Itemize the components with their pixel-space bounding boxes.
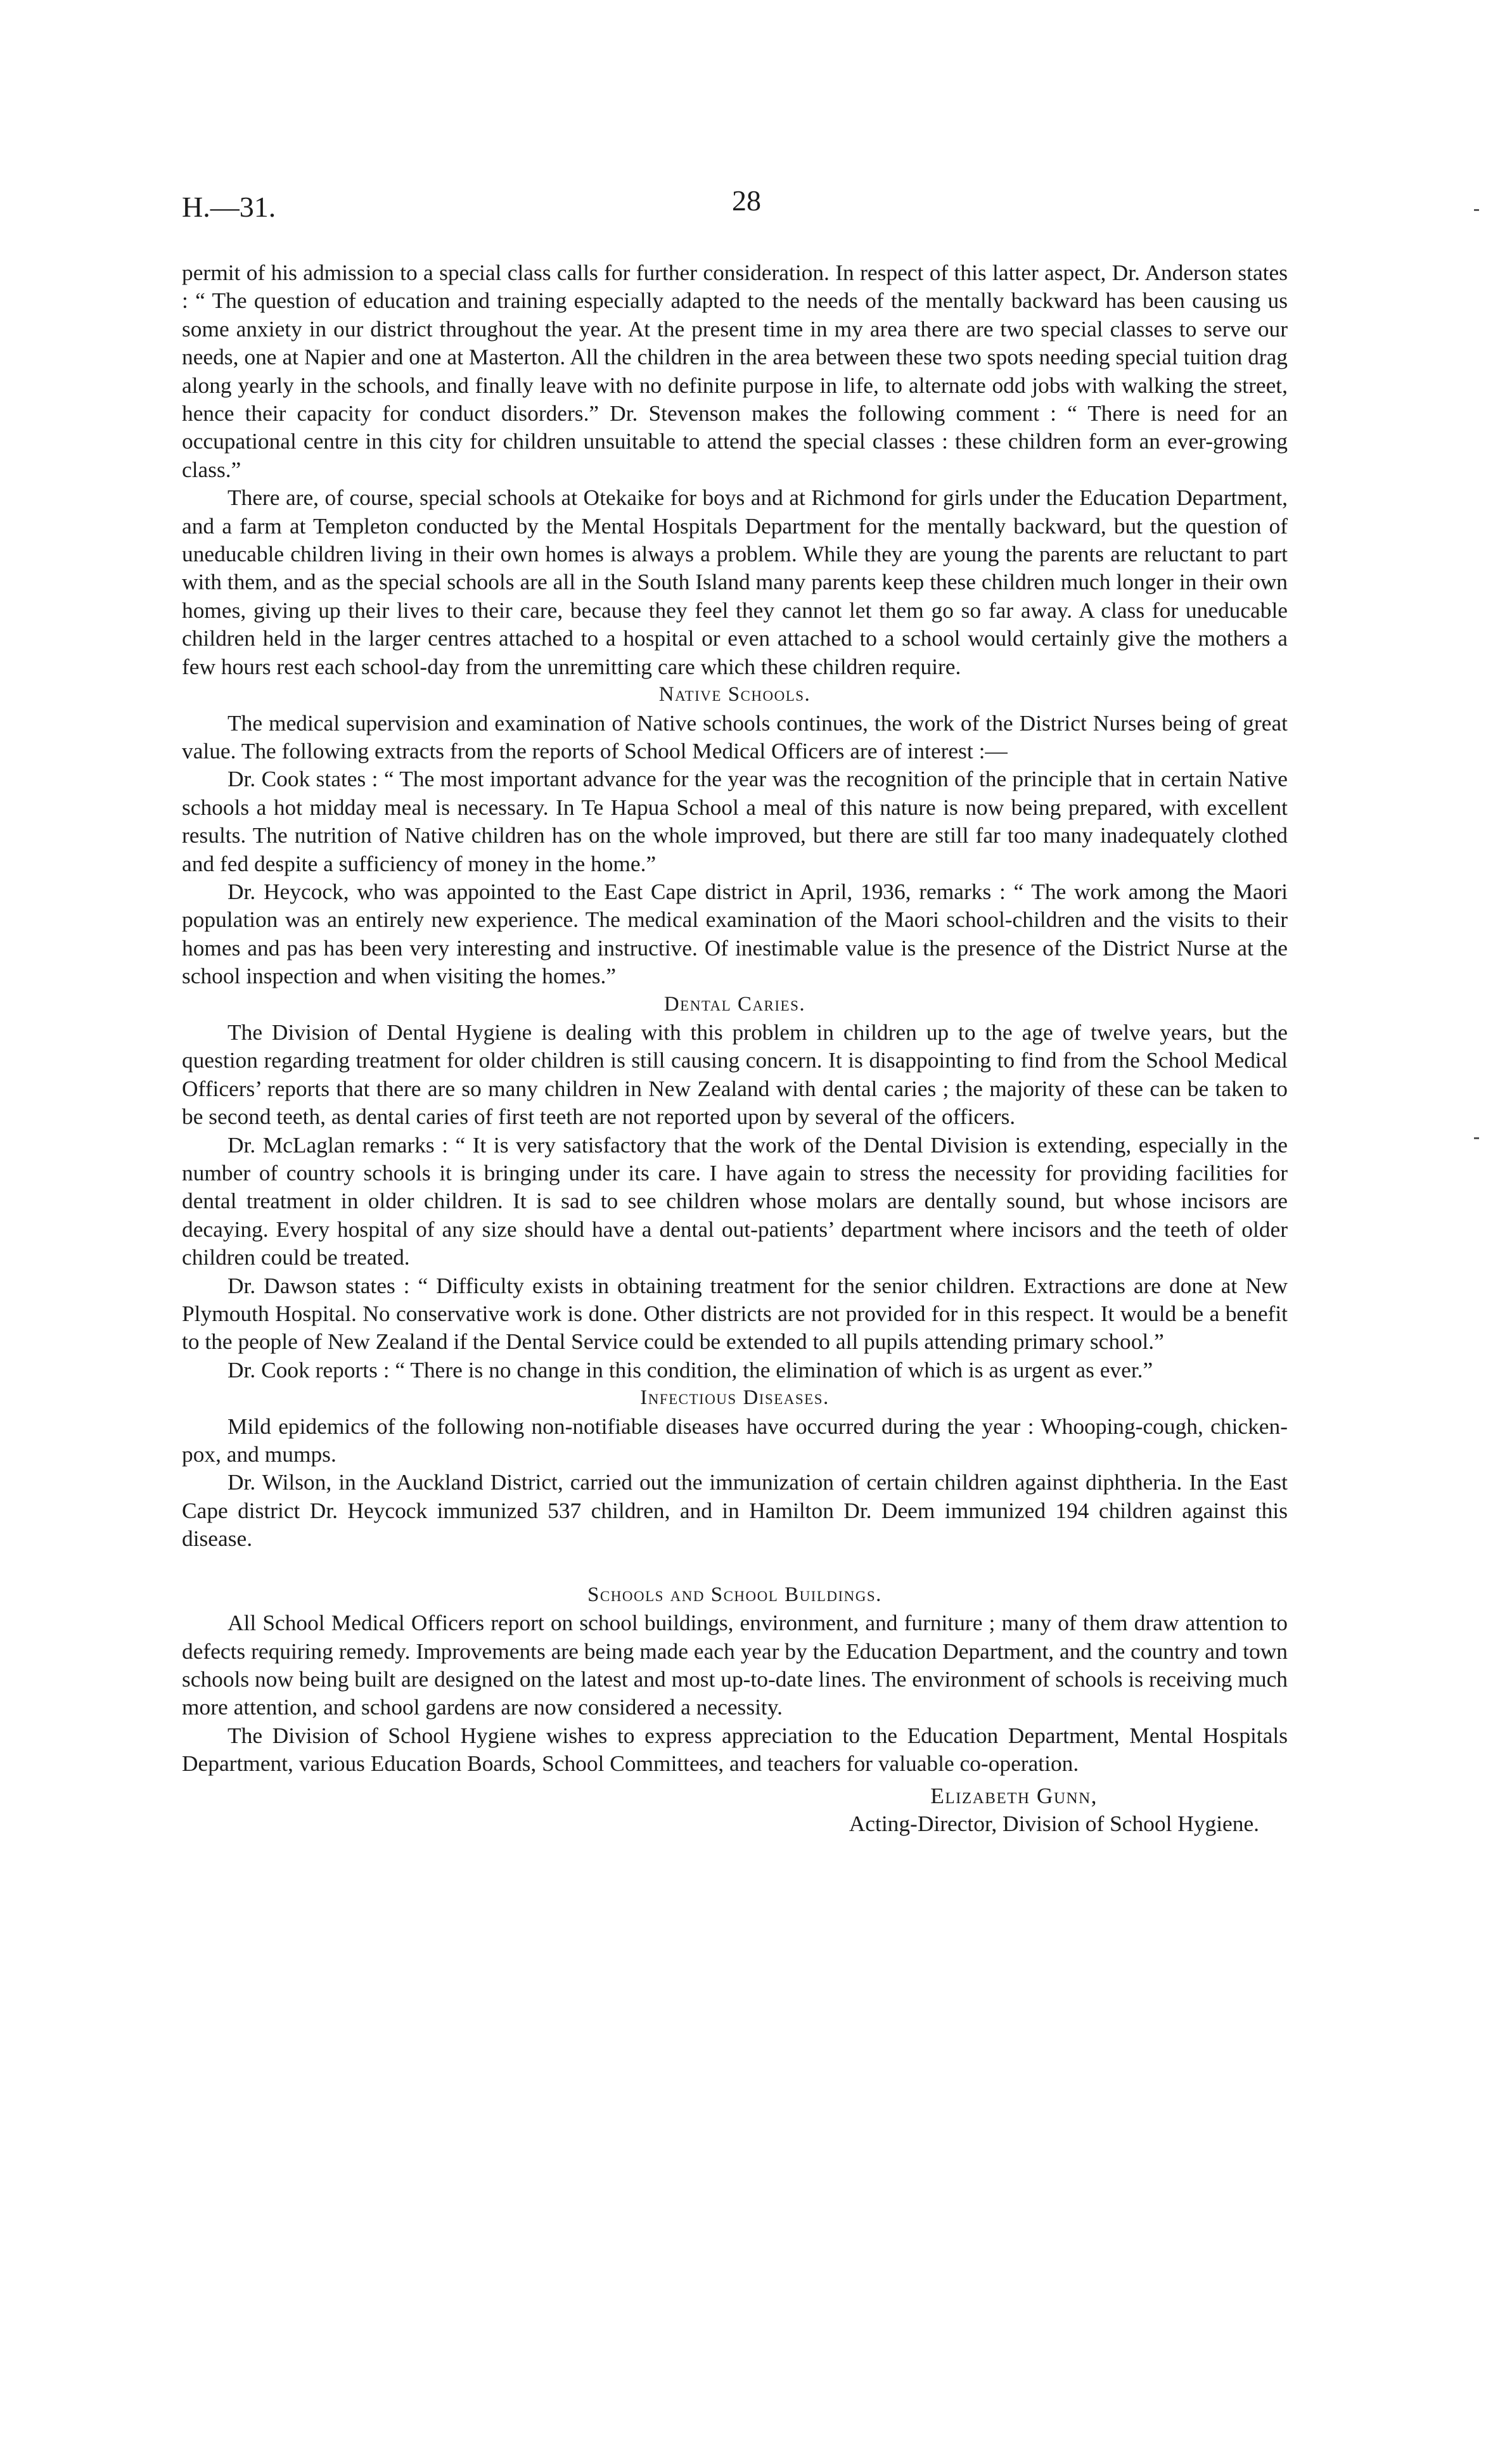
section-heading-dental-caries: Dental Caries. — [663, 992, 806, 1016]
paragraph: Dr. Dawson states : “ Difficulty exists in obtaining treatment for the senior children. Extractions are done at New Plymouth Hospital. No conservative work is done. Other districts are not provided for in this respect. It would be a benefit to the people of New Zealand if the Dental Service could be extended to all pupils attending primary school.” — [182, 1272, 1288, 1355]
paragraph: Mild epidemics of the following non-notifiable diseases have occurred during the year : Whooping-cough, chicken-pox, and mumps. — [182, 1413, 1288, 1467]
paragraph: Dr. Wilson, in the Auckland District, carried out the immunization of certain children against diphtheria. In the East Cape district Dr. Heycock immunized 537 children, and in Hamilton Dr. Deem immunized 194 children against this disease. — [182, 1469, 1288, 1552]
margin-mark — [1474, 209, 1479, 211]
paragraph: Dr. Cook reports : “ There is no change in this condition, the elimination of which is as urgent as ever.” — [227, 1356, 1153, 1382]
section-heading-schools-and-buildings: Schools and School Buildings. — [587, 1583, 882, 1606]
document-reference: H.—31. — [182, 191, 276, 223]
paragraph: Dr. McLaglan remarks : “ It is very satisfactory that the work of the Dental Division is extending, especially in the number of country schools it is bringing under its care. I have again to stress the necessity for providing facilities for dental treatment in older children. It is sad to see children whose molars are dentally sound, but whose incisors are decaying. Every hospital of any size should have a dental out-patients’ department where incisors and the teeth of older children could be treated. — [182, 1132, 1288, 1270]
signature-name: Elizabeth Gunn, — [930, 1782, 1098, 1808]
page-header — [182, 184, 1311, 234]
section-heading-infectious-diseases: Infectious Diseases. — [640, 1386, 830, 1410]
signature-block — [182, 1782, 1288, 1839]
paragraph: Dr. Cook states : “ The most important advance for the year was the recognition of the principle that in certain Native schools a hot midday meal is necessary. In Te Hapua School a meal of this nature is now being prepared, with excellent results. The nutrition of Native children has on the whole improved, but there are still far too many inadequately clothed and fed despite a sufficiency of money in the home.” — [182, 766, 1288, 876]
paragraph: There are, of course, special schools at Otekaike for boys and at Richmond for girls under the Education Department, and a farm at Templeton conducted by the Mental Hospitals Department for the mentally backward, but the question of uneducable children living in their own homes is always a problem. While they are young the parents are reluctant to part with them, and as the special schools are all in the South Island many parents keep these children much longer in their own homes, giving up their lives to their care, because they feel they cannot let them go so far away. A class for uneducable children held in the larger centres attached to a hospital or even attached to a school would certainly give the mothers a few hours rest each school-day from the unremitting care which these children require. — [182, 485, 1288, 679]
paragraph: All School Medical Officers report on school buildings, environment, and furniture ; many of them draw attention to defects requiring remedy. Improvements are being made each year by the Education Department, and the country and town schools now being built are designed on the latest and most up-to-date lines. The environment of schools is receiving much more attention, and school gardens are now considered a necessity. — [182, 1610, 1288, 1720]
section-heading-native-schools: Native Schools. — [658, 683, 811, 706]
signature-title: Acting-Director, Division of School Hygiene. — [849, 1810, 1259, 1836]
page-number: 28 — [732, 184, 761, 217]
paragraph: The Division of School Hygiene wishes to express appreciation to the Education Department, Mental Hospitals Department, various Education Boards, School Committees, and teachers for valuable co-operation. — [182, 1722, 1288, 1777]
margin-mark — [1474, 1137, 1479, 1139]
paragraph: The Division of Dental Hygiene is dealing with this problem in children up to the age of twelve years, but the question regarding treatment for older children is still causing concern. It is disappointing to find from the School Medical Officers’ reports that there are so many children in New Zealand with dental caries ; the majority of these can be taken to be second teeth, as dental caries of first teeth are not reported upon by several of the officers. — [182, 1019, 1288, 1130]
paragraph: Dr. Heycock, who was appointed to the East Cape district in April, 1936, remarks : “ The work among the Maori population was an entirely new experience. The medical examination of the Maori school-children and the visits to their homes and pas has been very interesting and instructive. Of inestimable value is the presence of the District Nurse at the school inspection and when visiting the homes.” — [182, 878, 1288, 989]
paragraph: permit of his admission to a special class calls for further consideration. In respect of this latter aspect, Dr. Anderson states : “ The question of education and training especially adapted to the needs of the mentally backward has been causing us some anxiety in our district throughout the year. At the present time in my area there are two special classes to serve our needs, one at Napier and one at Masterton. All the children in the area between these two spots needing special tuition drag along yearly in the schools, and finally leave with no definite purpose in life, to alternate odd jobs with walking the street, hence their capacity for conduct disorders.” Dr. Stevenson makes the following comment : “ There is need for an occupational centre in this city for children unsuitable to attend the special classes : these children form an ever-growing class.” — [182, 260, 1288, 482]
document-body — [182, 259, 1288, 1839]
paragraph: The medical supervision and examination of Native schools continues, the work of the District Nurses being of great value. The following extracts from the reports of School Medical Officers are of interest :— — [182, 710, 1288, 763]
